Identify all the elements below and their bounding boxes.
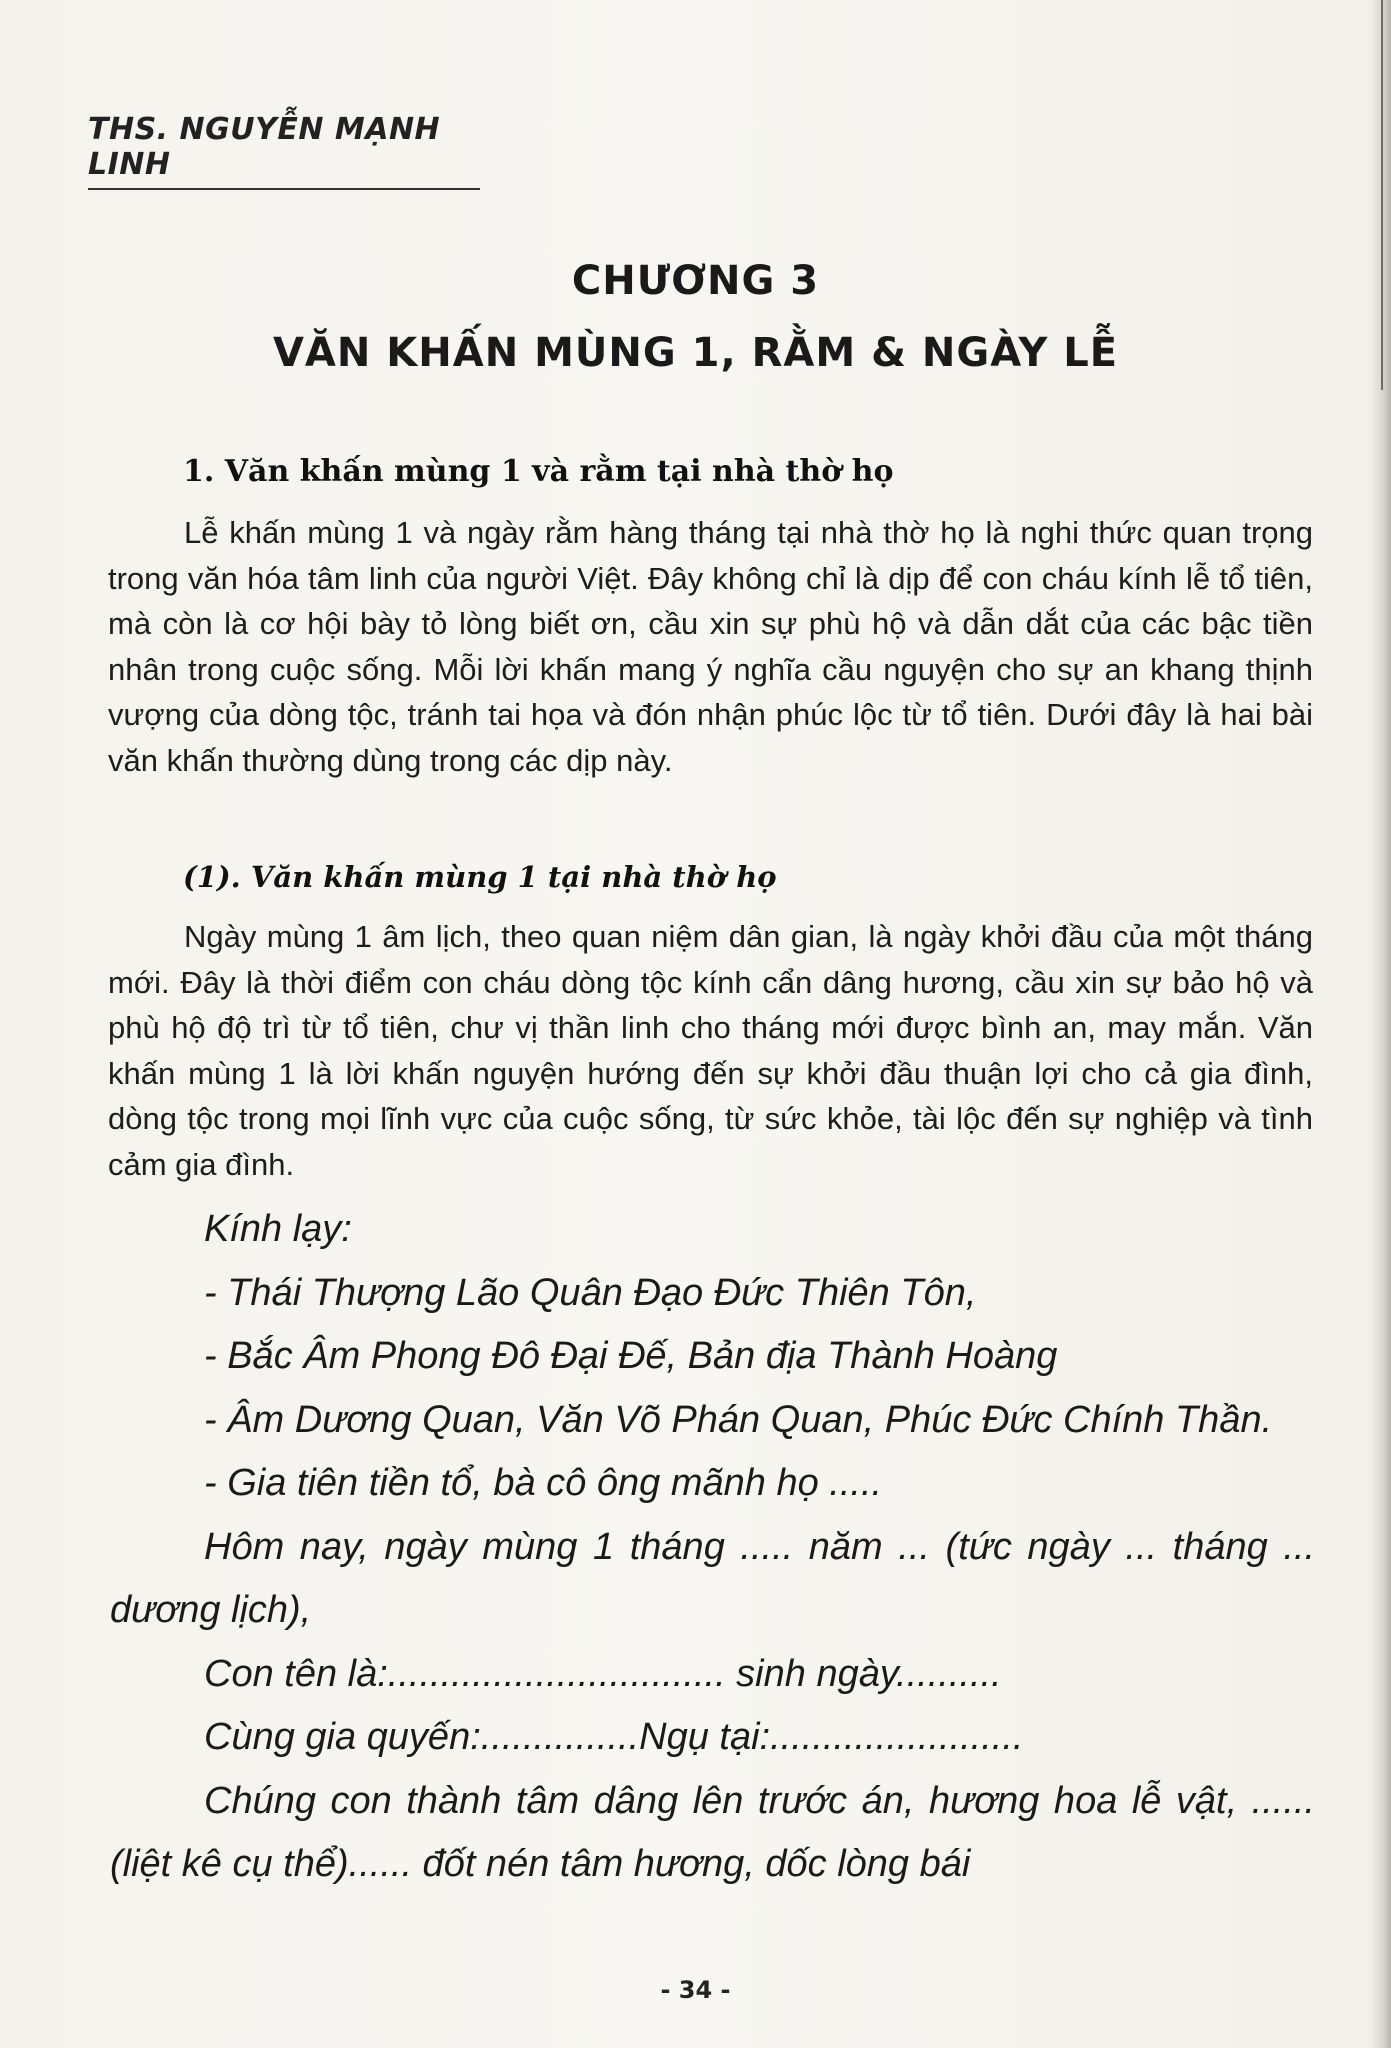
section-heading: 1. Văn khấn mùng 1 và rằm tại nhà thờ họ: [183, 454, 894, 489]
prayer-name-line: Con tên là:................................ sinh ngày..........: [204, 1652, 1002, 1695]
running-head: THS. NGUYỄN MẠNH LINH: [88, 112, 480, 190]
prayer-offering-line: Chúng con thành tâm dâng lên trước án, hương hoa lễ vật, ...... (liệt kê cụ thể)...... đốt nén tâm hương, dốc lòng bái: [110, 1779, 1315, 1885]
prayer-invocation: - Âm Dương Quan, Văn Võ Phán Quan, Phúc Đức Chính Thần.: [204, 1398, 1273, 1441]
chapter-title: VĂN KHẤN MÙNG 1, RẰM & NGÀY LỄ: [272, 330, 1119, 376]
prayer-invocation: - Thái Thượng Lão Quân Đạo Đức Thiên Tôn,: [204, 1271, 977, 1314]
prayer-invocation: - Bắc Âm Phong Đô Đại Đế, Bản địa Thành Hoàng: [204, 1335, 1058, 1377]
page-edge-shadow: [1369, 0, 1391, 2048]
prayer-greeting: Kính lạy:: [204, 1208, 352, 1250]
page-number: - 34 -: [660, 1976, 731, 2004]
subsection-paragraph: Ngày mùng 1 âm lịch, theo quan niệm dân gian, là ngày khởi đầu của một tháng mới. Đây là thời điểm con cháu dòng tộc kính cẩn dâng hương, cầu xin sự bảo hộ và phù hộ độ trì từ tổ tiên, chư vị thần linh cho tháng mới được bình an, may mắn. Văn khấn mùng 1 là lời khấn nguyện hướng đến sự khởi đầu thuận lợi cho cả gia đình, dòng tộc trong mọi lĩnh vực của cuộc sống, từ sức khỏe, tài lộc đến sự nghiệp và tình cảm gia đình.: [108, 919, 1313, 1182]
chapter-number: CHƯƠNG 3: [571, 258, 820, 304]
subsection-heading: (1). Văn khấn mùng 1 tại nhà thờ họ: [183, 860, 777, 894]
prayer-date-line: Hôm nay, ngày mùng 1 tháng ..... năm ... (tức ngày ... tháng ... dương lịch),: [110, 1525, 1315, 1631]
prayer-family-line: Cùng gia quyến:...............Ngụ tại:........................: [204, 1716, 1024, 1758]
prayer-text: [110, 1198, 1315, 1897]
section-paragraph: Lễ khấn mùng 1 và ngày rằm hàng tháng tại nhà thờ họ là nghi thức quan trọng trong văn hóa tâm linh của người Việt. Đây không chỉ là dịp để con cháu kính lễ tổ tiên, mà còn là cơ hội bày tỏ lòng biết ơn, cầu xin sự phù hộ và dẫn dắt của các bậc tiền nhân trong cuộc sống. Mỗi lời khấn mang ý nghĩa cầu nguyện cho sự an khang thịnh vượng của dòng tộc, tránh tai họa và đón nhận phúc lộc từ tổ tiên. Dưới đây là hai bài văn khấn thường dùng trong các dịp này.: [108, 515, 1313, 778]
prayer-invocation: - Gia tiên tiền tổ, bà cô ông mãnh họ .....: [204, 1462, 883, 1504]
